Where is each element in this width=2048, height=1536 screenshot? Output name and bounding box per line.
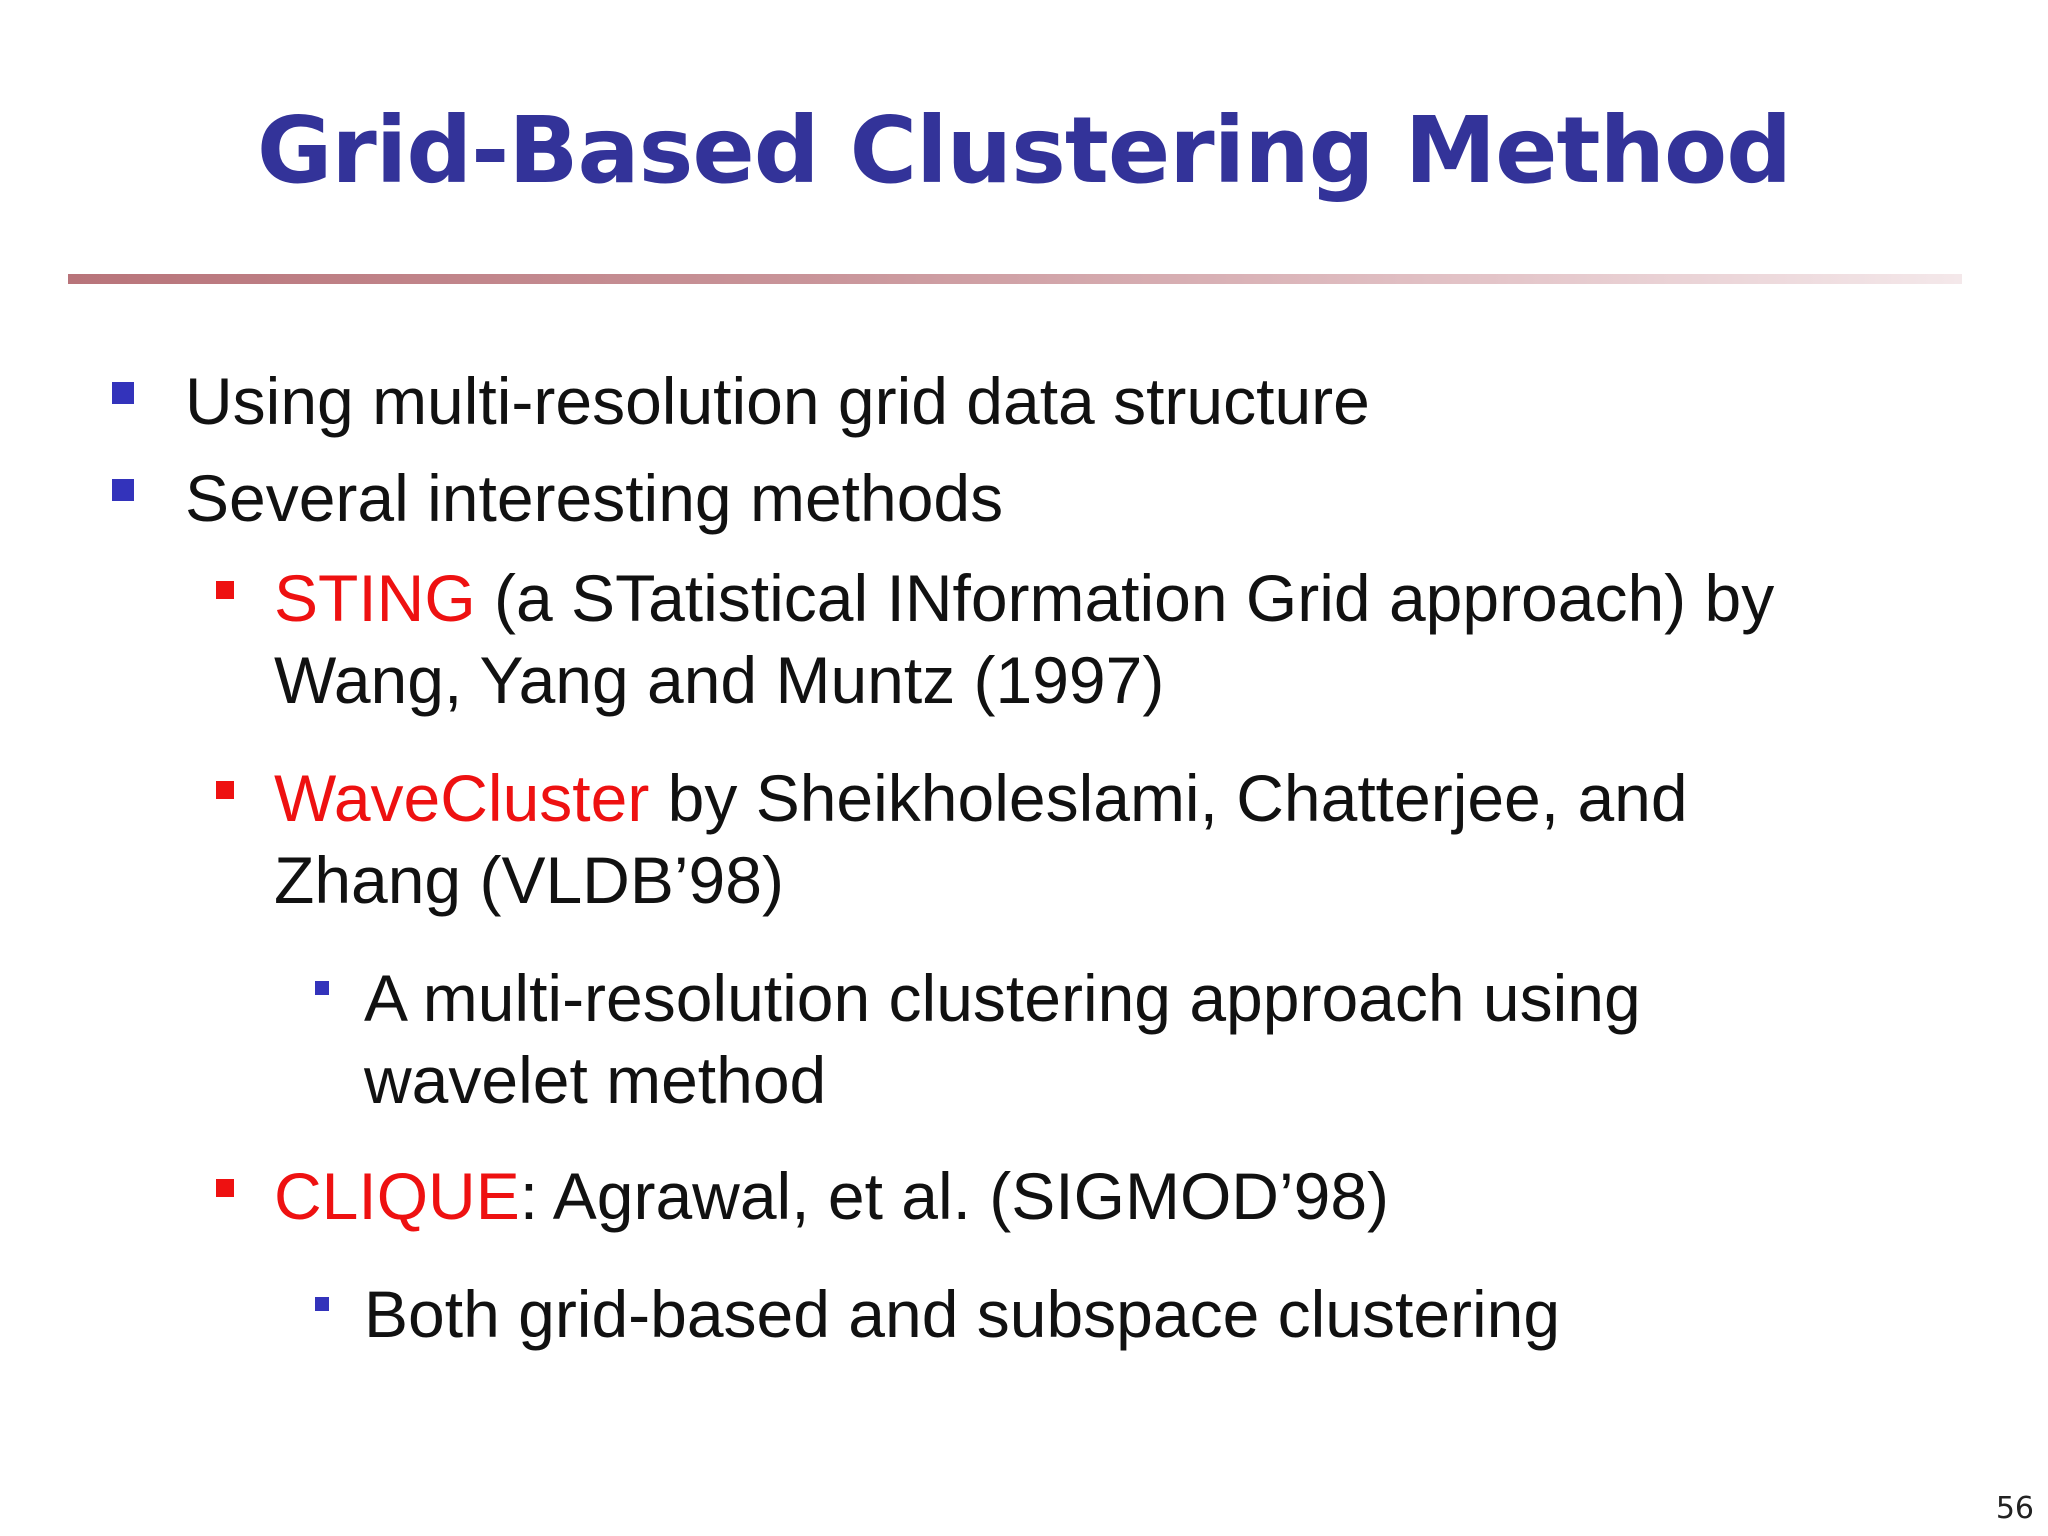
bullet-text: A multi-resolution clustering approach using [364, 961, 1641, 1035]
square-bullet-icon [315, 1297, 329, 1311]
slide-title: Grid-Based Clustering Method [256, 97, 1792, 204]
square-bullet-icon [112, 382, 134, 404]
bullet-item [185, 360, 1370, 442]
square-bullet-icon [112, 479, 134, 501]
sub-bullet-item [274, 557, 1774, 639]
square-bullet-icon [216, 1179, 234, 1197]
square-bullet-icon [216, 581, 234, 599]
bullet-text: : Agrawal, et al. (SIGMOD’98) [519, 1159, 1390, 1233]
bullet-item [185, 457, 1003, 539]
sub-bullet-item [274, 1155, 1389, 1237]
method-name: STING [274, 561, 476, 635]
bullet-continuation [364, 1039, 826, 1121]
square-bullet-icon [315, 981, 329, 995]
bullet-text: Both grid-based and subspace clustering [364, 1277, 1561, 1351]
page-number: 56 [1995, 1491, 2034, 1526]
bullet-text: Wang, Yang and Muntz (1997) [274, 643, 1165, 717]
bullet-text: wavelet method [364, 1043, 827, 1117]
sub-sub-bullet-item [364, 1273, 1560, 1355]
bullet-text: Several interesting methods [185, 461, 1004, 535]
bullet-text: by Sheikholeslami, Chatterjee, and [649, 761, 1688, 835]
bullet-text: Using multi-resolution grid data structure [185, 364, 1370, 438]
bullet-continuation [274, 839, 784, 921]
bullet-text: Zhang (VLDB’98) [274, 843, 784, 917]
square-bullet-icon [216, 781, 234, 799]
sub-bullet-item [274, 757, 1688, 839]
sub-sub-bullet-item [364, 957, 1641, 1039]
bullet-continuation [274, 639, 1164, 721]
method-name: WaveCluster [274, 761, 650, 835]
method-name: CLIQUE [274, 1159, 520, 1233]
bullet-text: (a STatistical INformation Grid approach) by [475, 561, 1775, 635]
